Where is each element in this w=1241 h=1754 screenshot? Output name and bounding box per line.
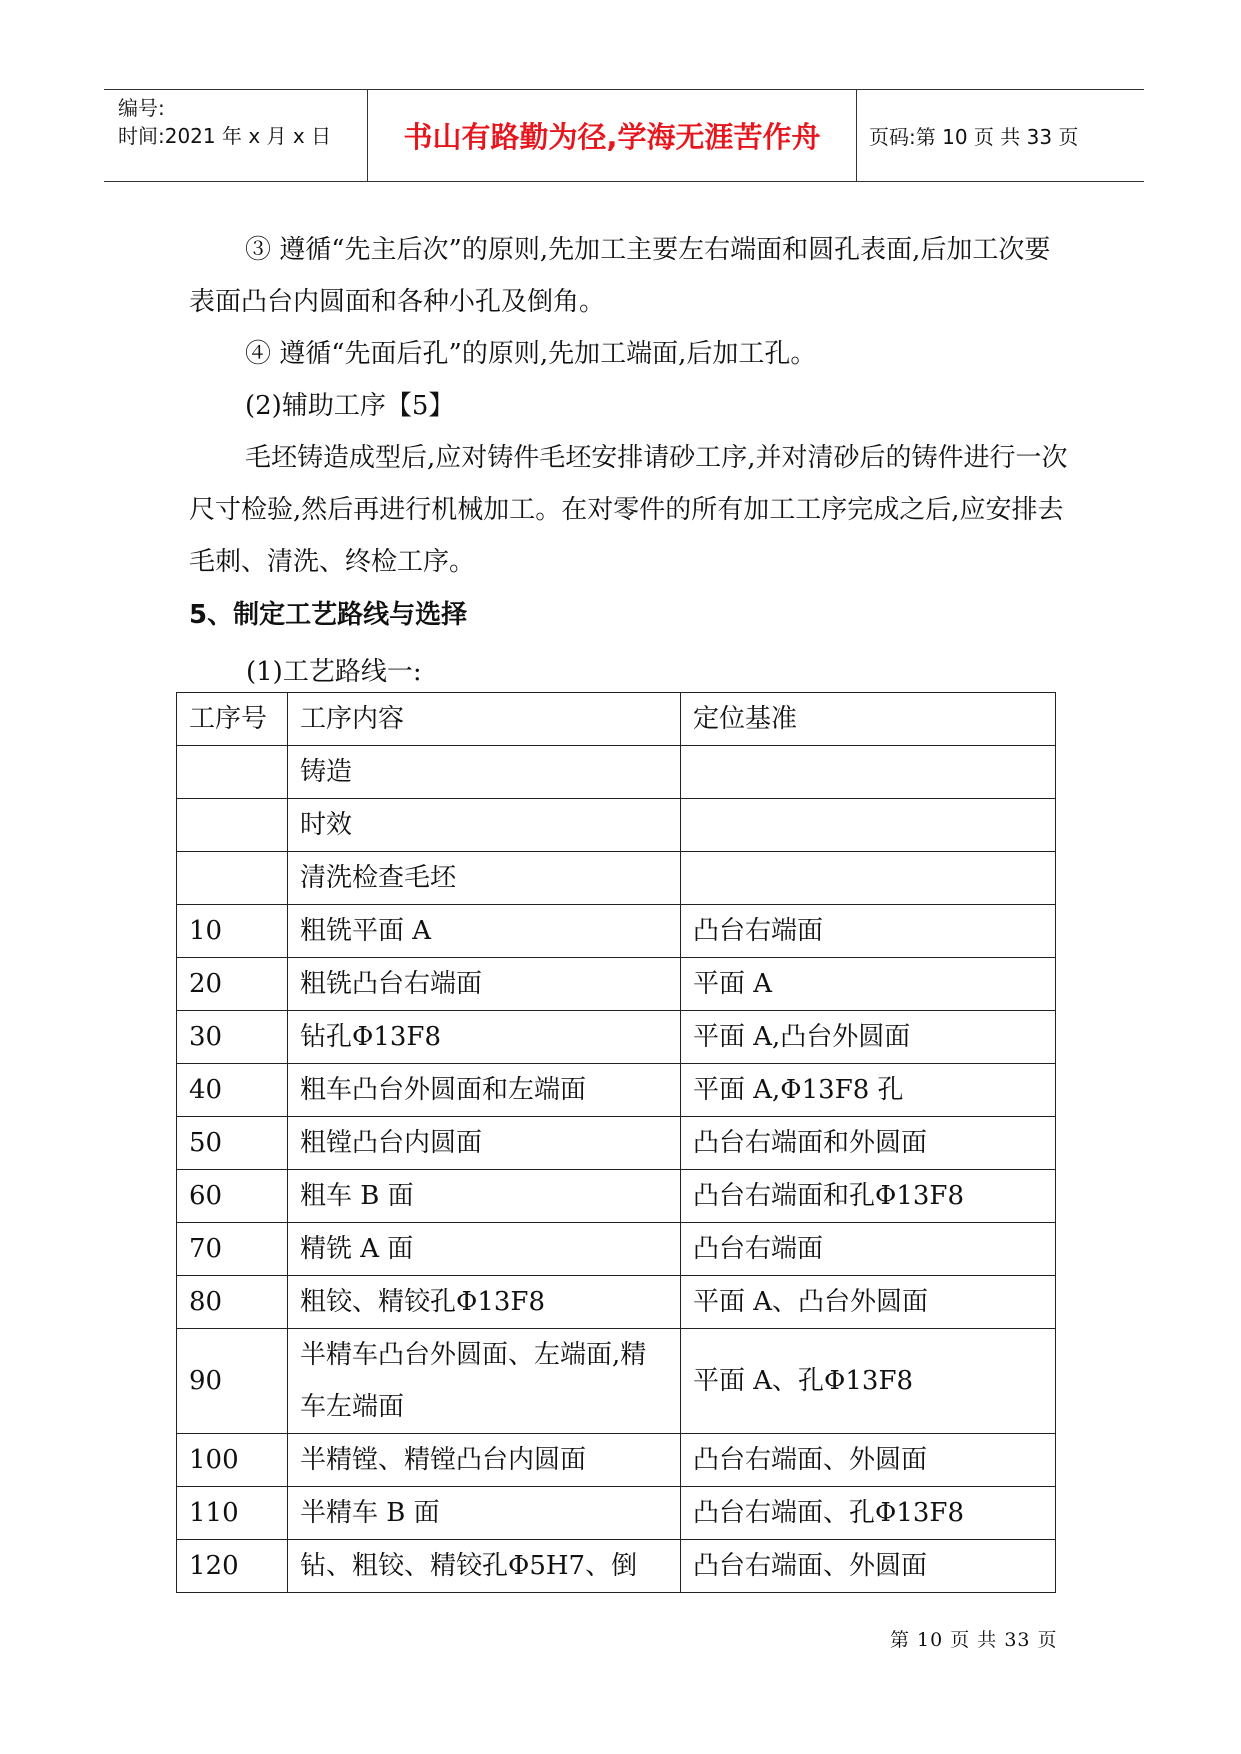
table-row xyxy=(177,799,1056,852)
header-motto: 书山有路勤为径,学海无涯苦作舟 xyxy=(368,90,857,181)
table-row xyxy=(177,1223,1056,1276)
cell-content: 粗车 B 面 xyxy=(288,1170,681,1223)
paragraph-principle-3: ③ 遵循“先主后次”的原则,先加工主要左右端面和圆孔表面,后加工次要表面凸台内圆面和各种小孔及倒角。 xyxy=(189,235,1051,317)
cell-datum: 平面 A xyxy=(681,958,1056,1011)
table-row xyxy=(177,1540,1056,1593)
cell-content: 粗车凸台外圆面和左端面 xyxy=(288,1064,681,1117)
table-row xyxy=(177,1064,1056,1117)
cell-content: 半精车 B 面 xyxy=(288,1487,681,1540)
cell-datum xyxy=(681,746,1056,799)
page-header xyxy=(104,89,1144,182)
cell-content: 半精镗、精镗凸台内圆面 xyxy=(288,1434,681,1487)
table-row xyxy=(177,1434,1056,1487)
table-row xyxy=(177,746,1056,799)
cell-no xyxy=(177,799,288,852)
cell-no: 20 xyxy=(177,958,288,1011)
page-footer: 第 10 页 共 33 页 xyxy=(890,1629,1058,1651)
cell-no: 70 xyxy=(177,1223,288,1276)
table-header-row xyxy=(177,693,1056,746)
cell-content: 钻、粗铰、精铰孔Φ5H7、倒 xyxy=(288,1540,681,1593)
cell-datum: 凸台右端面和外圆面 xyxy=(681,1117,1056,1170)
cell-datum: 凸台右端面、外圆面 xyxy=(681,1434,1056,1487)
cell-no: 90 xyxy=(177,1329,288,1434)
cell-no: 30 xyxy=(177,1011,288,1064)
cell-no: 110 xyxy=(177,1487,288,1540)
paragraph-aux-title: (2)辅助工序【5】 xyxy=(245,391,455,421)
table-row xyxy=(177,1329,1056,1434)
number-label: 编号: xyxy=(118,96,165,120)
cell-datum: 凸台右端面、外圆面 xyxy=(681,1540,1056,1593)
cell-no: 40 xyxy=(177,1064,288,1117)
cell-datum: 凸台右端面 xyxy=(681,1223,1056,1276)
cell-content: 时效 xyxy=(288,799,681,852)
cell-content: 铸造 xyxy=(288,746,681,799)
paragraph-principle-4: ④ 遵循“先面后孔”的原则,先加工端面,后加工孔。 xyxy=(245,339,817,369)
header-meta xyxy=(104,90,368,181)
cell-no: 50 xyxy=(177,1117,288,1170)
cell-datum: 平面 A,凸台外圆面 xyxy=(681,1011,1056,1064)
table-row xyxy=(177,1117,1056,1170)
table-row xyxy=(177,958,1056,1011)
cell-datum xyxy=(681,852,1056,905)
cell-no: 120 xyxy=(177,1540,288,1593)
cell-no: 80 xyxy=(177,1276,288,1329)
cell-content: 粗铣平面 A xyxy=(288,905,681,958)
cell-content: 半精车凸台外圆面、左端面,精车左端面 xyxy=(288,1329,681,1434)
route-title: (1)工艺路线一: xyxy=(246,657,422,687)
table-row xyxy=(177,852,1056,905)
cell-content: 粗铣凸台右端面 xyxy=(288,958,681,1011)
cell-datum xyxy=(681,799,1056,852)
cell-no xyxy=(177,746,288,799)
cell-no: 100 xyxy=(177,1434,288,1487)
header-process-no: 工序号 xyxy=(177,693,288,746)
header-page-info: 页码:第 10 页 共 33 页 xyxy=(869,125,1079,149)
cell-no xyxy=(177,852,288,905)
cell-content: 清洗检查毛坯 xyxy=(288,852,681,905)
cell-content: 粗铰、精铰孔Φ13F8 xyxy=(288,1276,681,1329)
cell-datum: 平面 A、凸台外圆面 xyxy=(681,1276,1056,1329)
cell-content: 精铣 A 面 xyxy=(288,1223,681,1276)
header-datum: 定位基准 xyxy=(681,693,1056,746)
section-heading: 5、制定工艺路线与选择 xyxy=(189,600,468,630)
table-row xyxy=(177,1170,1056,1223)
table-row xyxy=(177,1276,1056,1329)
table-row xyxy=(177,905,1056,958)
process-table xyxy=(176,692,1056,1593)
cell-datum: 凸台右端面、孔Φ13F8 xyxy=(681,1487,1056,1540)
cell-content: 粗镗凸台内圆面 xyxy=(288,1117,681,1170)
cell-datum: 平面 A,Φ13F8 孔 xyxy=(681,1064,1056,1117)
cell-datum: 凸台右端面和孔Φ13F8 xyxy=(681,1170,1056,1223)
table-row xyxy=(177,1011,1056,1064)
cell-datum: 平面 A、孔Φ13F8 xyxy=(681,1329,1056,1434)
cell-content: 钻孔Φ13F8 xyxy=(288,1011,681,1064)
cell-datum: 凸台右端面 xyxy=(681,905,1056,958)
table-row xyxy=(177,1487,1056,1540)
paragraph-aux-body: 毛坯铸造成型后,应对铸件毛坯安排请砂工序,并对清砂后的铸件进行一次尺寸检验,然后再进行机械加工。在对零件的所有加工工序完成之后,应安排去毛刺、清洗、终检工序。 xyxy=(189,443,1068,577)
cell-no: 10 xyxy=(177,905,288,958)
header-process-content: 工序内容 xyxy=(288,693,681,746)
time-label: 时间:2021 年 x 月 x 日 xyxy=(118,124,332,148)
cell-no: 60 xyxy=(177,1170,288,1223)
